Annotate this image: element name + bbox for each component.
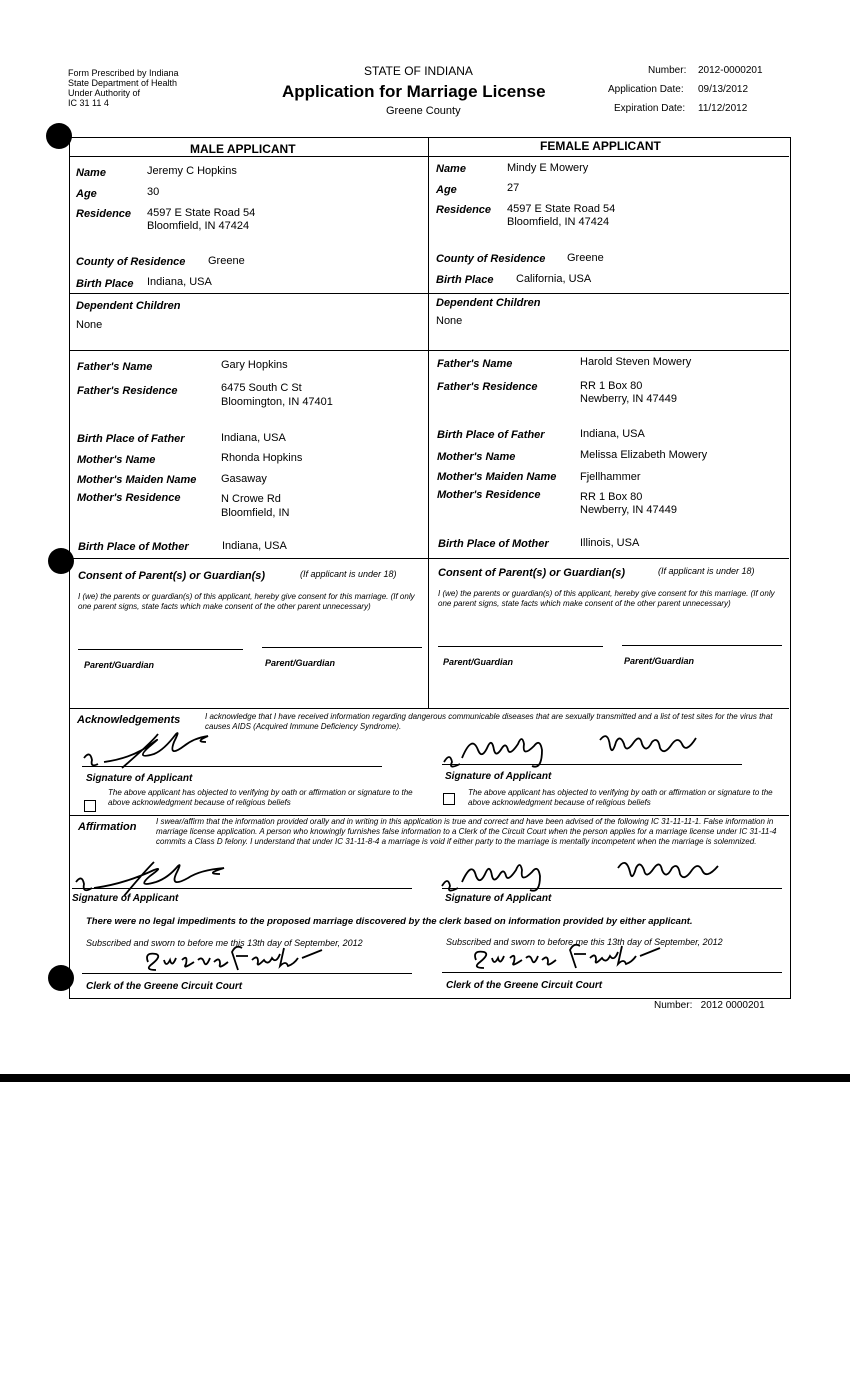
female-objection-checkbox[interactable] — [443, 793, 455, 805]
female-mother-res-line1: RR 1 Box 80 — [580, 491, 643, 503]
male-mother-res-label: Mother's Residence — [77, 492, 181, 504]
male-father-res-line1: 6475 South C St — [221, 382, 302, 394]
male-father-res-line2: Bloomington, IN 47401 — [221, 396, 333, 408]
female-parent-guardian-2: Parent/Guardian — [624, 656, 695, 666]
female-dependent-value: None — [436, 315, 463, 327]
male-birthplace-label: Birth Place — [76, 278, 134, 290]
scan-edge-bar — [0, 1074, 850, 1082]
female-mother-name-value: Melissa Elizabeth Mowery — [580, 449, 708, 461]
female-parent-line-1 — [438, 646, 603, 647]
male-mother-name-value: Rhonda Hopkins — [221, 452, 303, 464]
number-label: Number: — [648, 65, 687, 76]
male-affirm-sig-label: Signature of Applicant — [72, 893, 179, 904]
application-date-label: Application Date: — [608, 84, 684, 95]
female-mother-maiden-value: Fjellhammer — [580, 471, 641, 483]
page-title: Application for Marriage License — [282, 82, 546, 101]
female-age-label: Age — [436, 184, 457, 196]
female-birth-father-value: Indiana, USA — [580, 428, 645, 440]
affirmation-heading: Affirmation — [78, 821, 137, 833]
male-ack-signature — [82, 732, 242, 776]
section-rule-dependent — [69, 293, 789, 294]
affirmation-text: I swear/affirm that the information provided orally and in writing in this application is true and correct and have been advised of the following IC 31-11-11-1. False information in marriage license application. A person who knowingly furnishes false information to a Clerk of the Circuit Court when the person applies for a marriage license under IC 31-11-4 commits a Class D felony. I understand that under IC 31-11-8-4 a marriage is void if either party to the marriage is mentally incompetent when the marriage is solemnized. — [156, 817, 777, 846]
section-rule-consent — [69, 558, 789, 559]
male-consent-text: I (we) the parents or guardian(s) of this applicant, hereby give consent for this marriage. (If only one parent signs, state facts which make consent of the other parent unnecessary) — [78, 592, 415, 611]
application-date-value: 09/13/2012 — [698, 84, 749, 95]
male-ack-sig-line — [82, 766, 382, 767]
no-impediments-statement: There were no legal impediments to the proposed marriage discovered by the clerk based on information provided by either applicant. — [86, 916, 693, 927]
female-affirm-signature — [438, 854, 758, 898]
male-residence-label: Residence — [76, 208, 132, 220]
male-mother-maiden-label: Mother's Maiden Name — [77, 474, 197, 486]
section-rule-ack — [69, 708, 789, 709]
male-parent-line-2 — [262, 647, 422, 648]
male-father-name-value: Gary Hopkins — [221, 359, 288, 371]
male-ack-sig-label: Signature of Applicant — [86, 773, 193, 784]
female-mother-res-line2: Newberry, IN 47449 — [580, 504, 678, 516]
male-parent-line-1 — [78, 649, 243, 650]
number-value: 2012-0000201 — [698, 65, 763, 76]
male-parent-guardian-1: Parent/Guardian — [84, 660, 155, 670]
state-heading: STATE OF INDIANA — [364, 64, 473, 78]
male-residence-line2: Bloomfield, IN 47424 — [147, 220, 250, 232]
male-name-label: Name — [76, 167, 106, 179]
male-birth-mother-label: Birth Place of Mother — [78, 541, 189, 553]
female-county-value: Greene — [567, 252, 604, 264]
male-affirm-sig-line — [72, 888, 412, 889]
male-father-res-label: Father's Residence — [77, 385, 178, 397]
form-info-line: IC 31 11 4 — [68, 98, 109, 108]
female-birthplace-value: California, USA — [516, 273, 592, 285]
county-heading: Greene County — [386, 105, 461, 117]
male-dependent-value: None — [76, 319, 103, 331]
form-info-line: State Department of Health — [68, 78, 178, 88]
male-applicant-heading: MALE APPLICANT — [190, 142, 296, 156]
female-objection-text: The above applicant has objected to verifying by oath or affirmation or signature to the above acknowledgment because of religious beliefs — [468, 788, 773, 807]
female-county-label: County of Residence — [436, 253, 546, 265]
male-dependent-label: Dependent Children — [76, 300, 181, 312]
expiration-date-value: 11/12/2012 — [698, 103, 748, 114]
female-clerk-sig-line — [442, 972, 782, 973]
female-clerk-label: Clerk of the Greene Circuit Court — [446, 980, 603, 991]
form-info-line: Under Authority of — [68, 88, 141, 98]
male-mother-res-line2: Bloomfield, IN — [221, 507, 290, 519]
section-rule-parents — [69, 350, 789, 351]
female-dependent-label: Dependent Children — [436, 297, 541, 309]
female-name-value: Mindy E Mowery — [507, 162, 589, 174]
female-father-res-label: Father's Residence — [437, 381, 538, 393]
column-divider — [428, 137, 429, 709]
female-father-res-line1: RR 1 Box 80 — [580, 380, 643, 392]
heading-rule — [69, 156, 789, 157]
female-parent-guardian-1: Parent/Guardian — [443, 657, 514, 667]
male-age-label: Age — [76, 188, 97, 200]
male-mother-maiden-value: Gasaway — [221, 473, 267, 485]
female-name-label: Name — [436, 163, 466, 175]
male-county-value: Greene — [208, 255, 245, 267]
male-mother-res-line1: N Crowe Rd — [221, 493, 281, 505]
female-subscribed-text: Subscribed and sworn to before me this 13th day of September, 2012 — [446, 937, 723, 947]
female-birthplace-label: Birth Place — [436, 274, 494, 286]
female-consent-condition: (If applicant is under 18) — [658, 566, 755, 576]
male-subscribed-text: Subscribed and sworn to before me this 13th day of September, 2012 — [86, 938, 363, 948]
male-birth-mother-value: Indiana, USA — [222, 540, 287, 552]
male-father-name-label: Father's Name — [77, 361, 153, 373]
male-consent-condition: (If applicant is under 18) — [300, 569, 397, 579]
male-objection-text: The above applicant has objected to verifying by oath or affirmation or signature to the above acknowledgment because of religious beliefs — [108, 788, 413, 807]
female-birth-mother-label: Birth Place of Mother — [438, 538, 549, 550]
male-birth-father-label: Birth Place of Father — [77, 433, 185, 445]
male-birth-father-value: Indiana, USA — [221, 432, 286, 444]
female-mother-name-label: Mother's Name — [437, 451, 516, 463]
female-father-name-label: Father's Name — [437, 358, 513, 370]
female-residence-line1: 4597 E State Road 54 — [507, 203, 616, 215]
section-rule-affirm — [69, 815, 789, 816]
female-applicant-heading: FEMALE APPLICANT — [540, 139, 661, 153]
male-consent-label: Consent of Parent(s) or Guardian(s) — [78, 570, 266, 582]
female-affirm-sig-line — [442, 888, 782, 889]
female-mother-res-label: Mother's Residence — [437, 489, 541, 501]
male-objection-checkbox[interactable] — [84, 800, 96, 812]
female-father-res-line2: Newberry, IN 47449 — [580, 393, 678, 405]
form-info-line: Form Prescribed by Indiana — [68, 68, 179, 78]
male-mother-name-label: Mother's Name — [77, 454, 156, 466]
female-affirm-sig-label: Signature of Applicant — [445, 893, 552, 904]
female-consent-label: Consent of Parent(s) or Guardian(s) — [438, 567, 626, 579]
male-parent-guardian-2: Parent/Guardian — [265, 658, 336, 668]
female-mother-maiden-label: Mother's Maiden Name — [437, 471, 557, 483]
male-clerk-label: Clerk of the Greene Circuit Court — [86, 981, 243, 992]
female-ack-sig-line — [442, 764, 742, 765]
male-name-value: Jeremy C Hopkins — [147, 165, 237, 177]
expiration-date-label: Expiration Date: — [614, 103, 686, 114]
female-clerk-signature — [470, 940, 670, 974]
ack-text: I acknowledge that I have received information regarding dangerous communicable diseases that are sexually transmitted and a list of test sites for the virus that causes AIDS (Acquired Immune Deficiency Syndrome). — [205, 712, 773, 731]
male-age-value: 30 — [147, 186, 160, 198]
female-age-value: 27 — [507, 182, 520, 194]
form-authority-block — [68, 68, 179, 108]
male-clerk-signature — [142, 942, 332, 976]
male-clerk-sig-line — [82, 973, 412, 974]
female-birth-father-label: Birth Place of Father — [437, 429, 545, 441]
female-parent-line-2 — [622, 645, 782, 646]
female-residence-line2: Bloomfield, IN 47424 — [507, 216, 610, 228]
female-consent-text: I (we) the parents or guardian(s) of this applicant, hereby give consent for this marriage. (If only one parent signs, state facts which make consent of the other parent unnecessary) — [438, 589, 775, 608]
female-father-name-value: Harold Steven Mowery — [580, 356, 692, 368]
female-ack-sig-label: Signature of Applicant — [445, 771, 552, 782]
female-birth-mother-value: Illinois, USA — [580, 537, 640, 549]
male-affirm-signature — [74, 858, 254, 898]
male-birthplace-value: Indiana, USA — [147, 276, 212, 288]
male-residence-line1: 4597 E State Road 54 — [147, 207, 256, 219]
male-county-label: County of Residence — [76, 256, 186, 268]
footer-number: Number: 2012 0000201 — [654, 1000, 765, 1011]
ack-heading: Acknowledgements — [77, 714, 181, 726]
female-residence-label: Residence — [436, 204, 492, 216]
